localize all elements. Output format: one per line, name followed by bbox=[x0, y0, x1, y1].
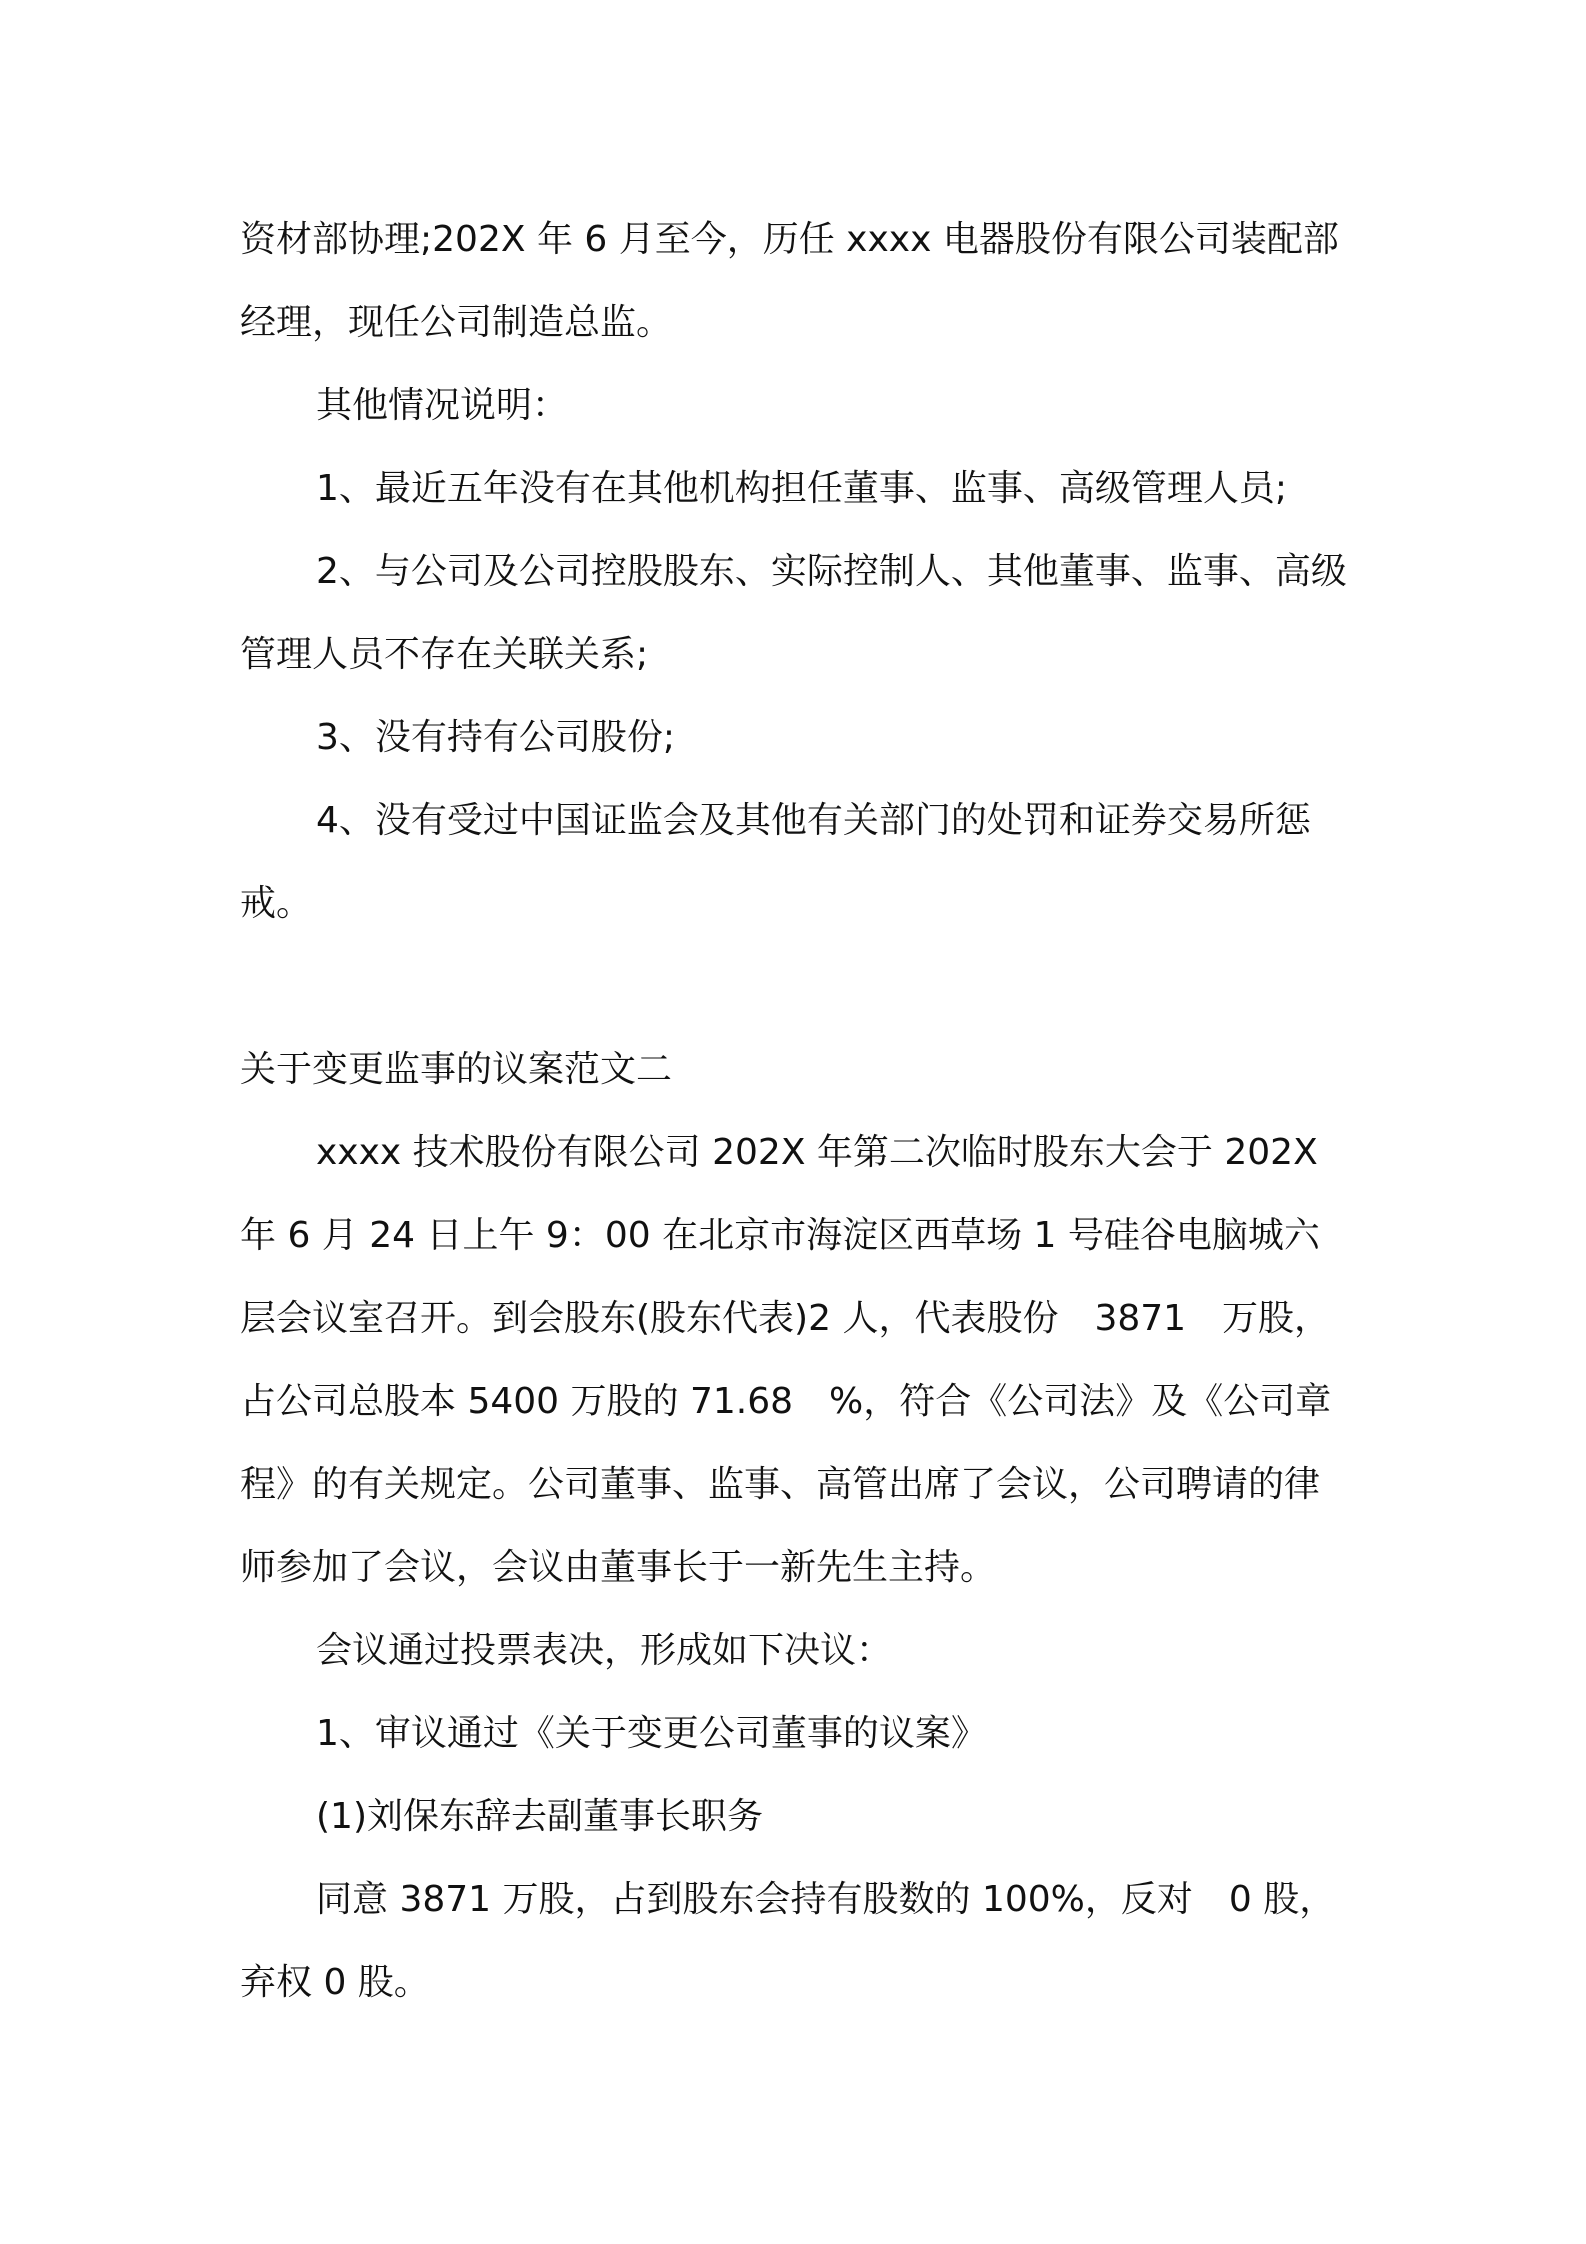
paragraph-other-info-heading: 其他情况说明： bbox=[316, 385, 569, 426]
paragraph-resolution-intro: 会议通过投票表决，形成如下决议： bbox=[316, 1630, 893, 1671]
paragraph-item-1: 1、最近五年没有在其他机构担任董事、监事、高级管理人员; bbox=[316, 468, 1288, 509]
section-spacer bbox=[240, 945, 1350, 1028]
paragraph-meeting-info: xxxx 技术股份有限公司 202X 年第二次临时股东大会于 202X 年 6 月 24 日上午 9：00 在北京市海淀区西草场 1 号硅谷电脑城六层会议室召开。到会股东(股东代表)2 人，代表股份 3871 万股，占公司总股本 5400 万股的 71.68 %，符合《公司法》及《公司章程》的有关规定。公司董事、监事、高管出席了会议，公司聘请的律师参加了会议，会议由董事长于一新先生主持。 bbox=[240, 1132, 1332, 1588]
section-heading: 关于变更监事的议案范文二 bbox=[240, 1049, 673, 1090]
paragraph-vote-result: 同意 3871 万股，占到股东会持有股数的 100%，反对 0 股，弃权 0 股。 bbox=[240, 1879, 1336, 2003]
paragraph-career: 资材部协理;202X 年 6 月至今，历任 xxxx 电器股份有限公司装配部经理，现任公司制造总监。 bbox=[240, 219, 1339, 343]
paragraph-item-3: 3、没有持有公司股份; bbox=[316, 717, 676, 758]
document-body bbox=[240, 198, 1350, 2024]
paragraph-item-4: 4、没有受过中国证监会及其他有关部门的处罚和证券交易所惩戒。 bbox=[240, 800, 1311, 924]
paragraph-resolution-1-sub: (1)刘保东辞去副董事长职务 bbox=[316, 1796, 763, 1837]
paragraph-resolution-1: 1、审议通过《关于变更公司董事的议案》 bbox=[316, 1713, 987, 1754]
paragraph-item-2: 2、与公司及公司控股股东、实际控制人、其他董事、监事、高级管理人员不存在关联关系; bbox=[240, 551, 1347, 675]
